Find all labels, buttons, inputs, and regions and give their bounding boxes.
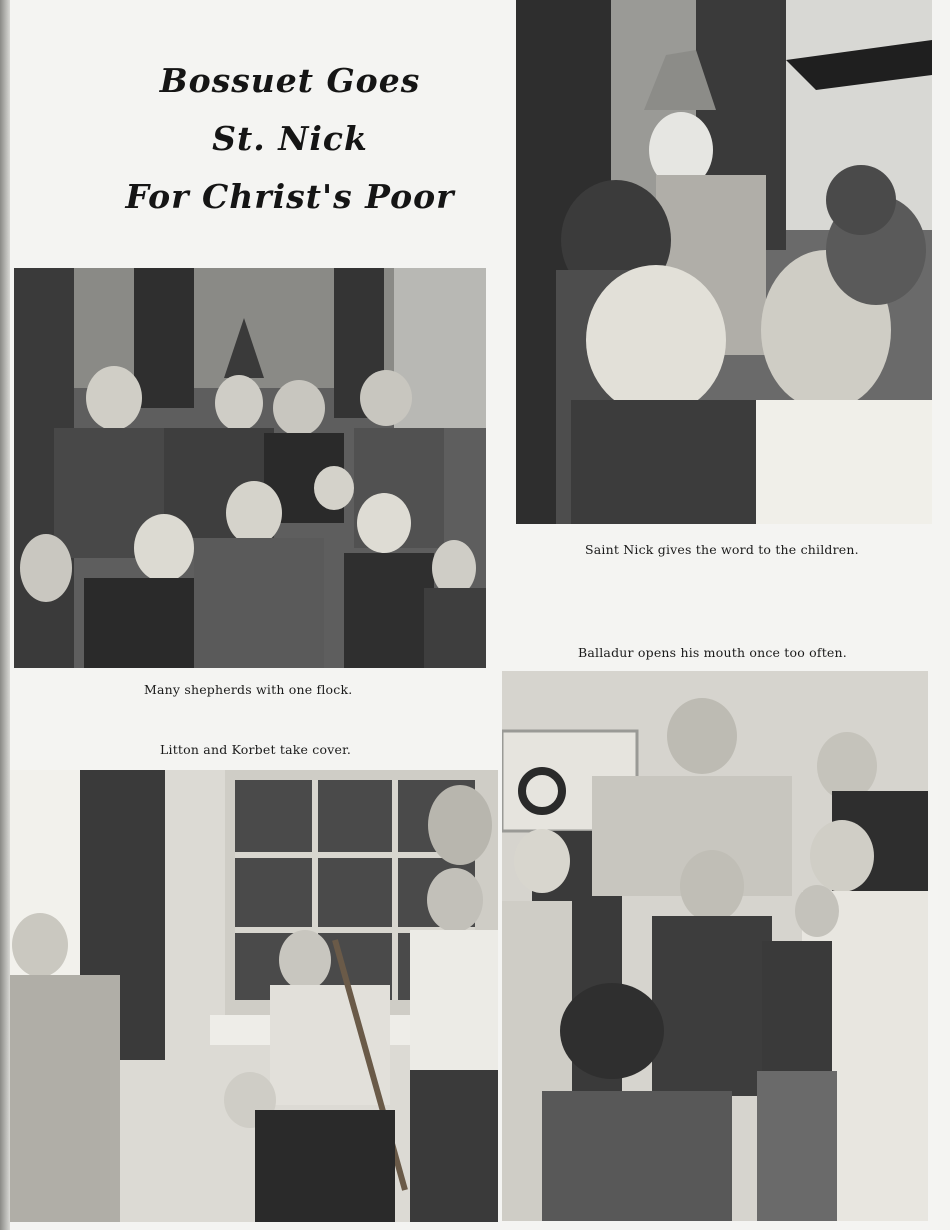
- caption-saint-nick: Saint Nick gives the word to the children.: [585, 542, 859, 557]
- caption-balladur: Balladur opens his mouth once too often.: [578, 645, 847, 660]
- page-spine-shadow: [0, 0, 10, 1230]
- photo-saint-nick: [516, 0, 932, 524]
- photo-litton: [10, 770, 498, 1222]
- photo-shepherds: [14, 268, 486, 668]
- title-line-3: For Christ's Poor: [125, 177, 455, 216]
- title-line-1: Bossuet Goes: [159, 61, 421, 100]
- title-line-2: St. Nick: [212, 119, 368, 158]
- photo-balladur: [502, 671, 928, 1221]
- caption-shepherds: Many shepherds with one flock.: [144, 682, 353, 697]
- page-title: [90, 52, 490, 226]
- caption-litton: Litton and Korbet take cover.: [160, 742, 352, 757]
